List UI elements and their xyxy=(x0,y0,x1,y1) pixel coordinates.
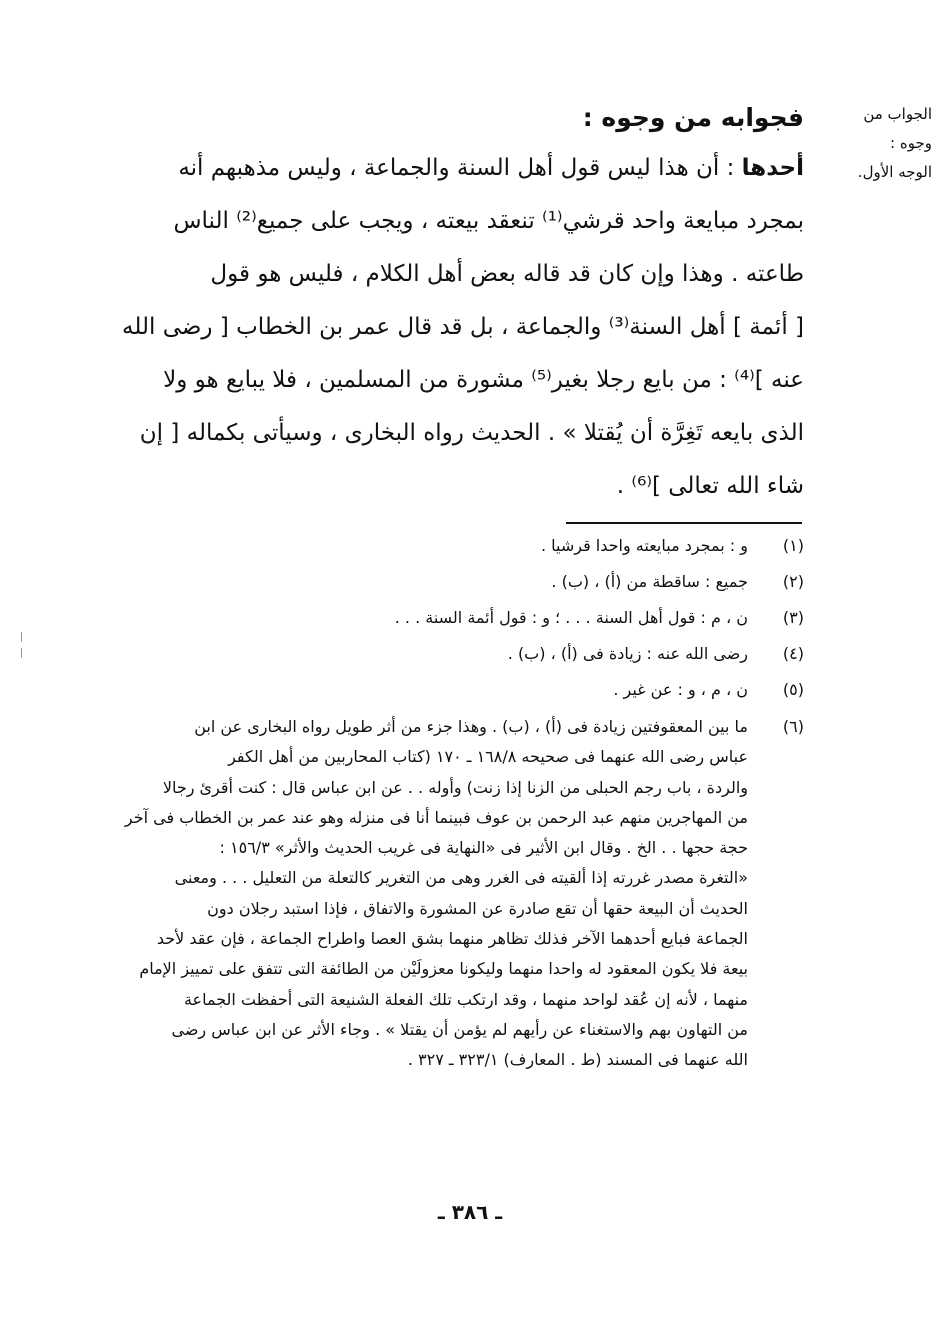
footnote-line: ما بين المعقوفتين زيادة فى (أ) ، (ب) . وهذا جزء من أثر طويل رواه البخارى عن ابن xyxy=(194,717,748,736)
footnote-line: والردة ، باب رجم الحبلى من الزنا إذا زنت) وأوله . . عن ابن عباس قال : كنت أقرئ رجالا xyxy=(162,777,748,797)
footnote-number: (٢) xyxy=(782,572,804,591)
paragraph-line: شاء الله تعالى ]⁽⁶⁾ . xyxy=(616,473,804,499)
footnote xyxy=(100,636,804,672)
footnote-number: (٣) xyxy=(782,608,804,627)
page-number: ـ ٣٨٦ ـ xyxy=(437,1200,503,1224)
margin-note-line: الوجه الأول. xyxy=(857,163,932,181)
footnote-number: (٤) xyxy=(782,644,804,663)
footnote-text: رضى الله عنه : زيادة فى (أ) ، (ب) . xyxy=(507,644,748,663)
paragraph-line: الذى بايعه تَغِرَّة أن يُقتلا » . الحديث رواه البخارى ، وسيأتى بكماله [ إن xyxy=(139,420,804,446)
paragraph-line xyxy=(94,142,804,195)
footnote-number: (٥) xyxy=(782,680,804,699)
paragraph-line: بمجرد مبايعة واحد قرشي⁽¹⁾ تنعقد بيعته ، ويجب على جميع⁽²⁾ الناس xyxy=(173,208,804,234)
margin-note-line: وجوه : xyxy=(890,134,932,152)
main-text xyxy=(94,98,804,513)
footnote-line: الله عنهما فى المسند (ط . المعارف) ٣٢٣/١ ـ ٣٢٧ . xyxy=(407,1050,748,1070)
paragraph-lead-word: أحدها xyxy=(741,155,804,181)
paragraph-line: [ أئمة ] أهل السنة⁽³⁾ والجماعة ، بل قد قال عمر بن الخطاب [ رضى الله xyxy=(122,314,804,340)
footnote-line: من المهاجرين منهم عبد الرحمن بن عوف فبينما أنا فى منزله وهو عند عمر بن الخطاب فى آخر xyxy=(124,807,748,827)
footnote-text: و : بمجرد مبايعته واحدا قرشيا . xyxy=(540,536,748,555)
footnote-long xyxy=(100,712,804,1076)
paragraph-line: طاعته . وهذا وإن كان قد قاله بعض أهل الكلام ، فليس هو قول xyxy=(210,261,804,287)
footnote-line: «التغرة مصدر غررته إذا ألقيته فى الغرر وهى من التغرير كالتعلة من التعليل . . . ومعنى xyxy=(174,868,748,888)
margin-note-line: الجواب من xyxy=(863,105,932,123)
footnote-line: حجة حجها . . الخ . وقال ابن الأثير فى «النهاية فى غريب الحديث والأثر» ١٥٦/٣ : xyxy=(219,838,748,858)
footnote xyxy=(100,600,804,636)
footnote-text: ن ، م ، و : عن غير . xyxy=(613,680,748,699)
margin-note xyxy=(832,100,932,187)
footnote-text: ن ، م : قول أهل السنة . . . ؛ و : قول أئمة السنة . . . xyxy=(394,608,748,627)
scan-edge-marks xyxy=(21,632,23,672)
section-heading: فجوابه من وجوه : xyxy=(582,103,804,132)
paragraph-line-text: : أن هذا ليس قول أهل السنة والجماعة ، وليس مذهبهم أنه xyxy=(178,155,742,181)
footnote xyxy=(100,672,804,708)
footnote xyxy=(100,528,804,564)
footnote-line: الجماعة فبايع أحدهما الآخر فذلك تظاهر منهما بشق العصا واطراح الجماعة ، فإن عقد لأحد xyxy=(156,929,748,949)
footnote-line: من التهاون بهم والاستغناء عن رأيهم لم يؤمن أن يقتلا » . وجاء الأثر عن ابن عباس رضى xyxy=(171,1019,748,1039)
footnote-line: منهما ، لأنه إن عُقد لواحد منهما ، وقد ارتكب تلك الفعلة الشنيعة التى أحفظت الجماعة xyxy=(183,989,748,1009)
footnote-line: بيعة فلا يكون المعقود له واحدا منهما وليكونا معزولَيْن من الطائفة التى تتفق على تمييز الإمام xyxy=(139,959,748,979)
footnote-text: جميع : ساقطة من (أ) ، (ب) . xyxy=(551,572,748,591)
footnote-separator xyxy=(566,522,802,524)
footnote-long-text xyxy=(100,712,748,1076)
body-paragraph xyxy=(94,142,804,513)
paragraph-line: عنه ]⁽⁴⁾ : من بايع رجلا بغير⁽⁵⁾ مشورة من المسلمين ، فلا يبايع هو ولا xyxy=(163,367,804,393)
footnote-number: (٦) xyxy=(782,717,804,736)
footnote xyxy=(100,564,804,600)
footnote-number: (١) xyxy=(782,536,804,555)
footnote-line: عباس رضى الله عنهما فى صحيحه ١٦٨/٨ ـ ١٧٠ (كتاب المحاربين من أهل الكفر xyxy=(228,747,748,767)
footnote-line: الحديث أن البيعة حقها أن تقع صادرة عن المشورة والاتفاق ، فإذا استبد رجلان دون xyxy=(207,898,748,918)
footnotes xyxy=(100,528,804,1076)
